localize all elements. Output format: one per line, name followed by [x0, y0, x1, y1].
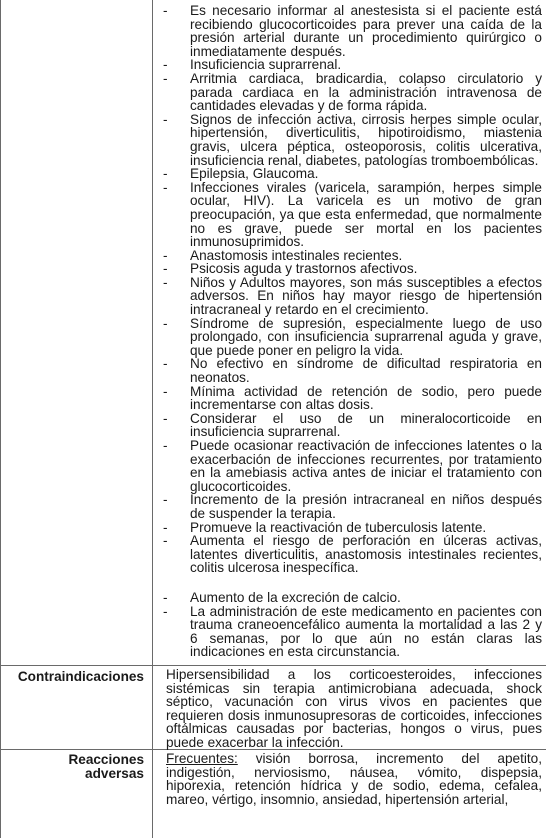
list-item: - Aumento de la excreción de calcio. [163, 589, 401, 605]
list-item: - Síndrome de supresión, especialmente luego de uso prolongado, con insuficiencia suprarrenal aguda y grave, que puede poner en peligro la vida. [163, 315, 542, 358]
list-item: - Incremento de la presión intracraneal en niños después de suspender la terapia. [163, 492, 542, 521]
list-item: - No efectivo en síndrome de dificultad respiratoria en neonatos. [163, 356, 542, 386]
contraindicaciones-label: Contraindicaciones [17, 669, 144, 684]
contraindicaciones-text: Hipersensibilidad a los corticoesteroides, infecciones sistémicas sin terapia antimicrobiana adecuada, shock séptico, vacunación con virus vivos en pacientes que requieren dosis inmunosupresoras de corticoides, infecciones oftálmicas causadas por bacterias, hongos o virus, pues puede exacerbar la infección. [166, 667, 542, 750]
list-item: - Niños y Adultos mayores, son más susceptibles a efectos adversos. En niños hay mayor riesgo de hipertensión intracraneal y retardo en el crecimiento. [163, 274, 542, 318]
list-item: - Insuficiencia suprarrenal. [163, 57, 342, 73]
list-item: - Aumenta el riesgo de perforación en úlceras activas, latentes diverticulitis, anastomosis intestinales recientes, colitis ulcerosa inespecífica. [163, 533, 542, 576]
list-item: - Anastomosis intestinales recientes. [163, 247, 403, 263]
list-item: - Signos de infección activa, cirrosis herpes simple ocular, hipertensión, diverticulitis, hipotiroidismo, miastenia gravis, ulcera péptica, osteoporosis, colitis ulcerativa, insuficiencia renal, diabetes, patologías tromboembólicas. [163, 111, 542, 168]
list-item: - Infecciones virales (varicela, sarampión, herpes simple ocular, HIV). La varicela es un motivo de gran preocupación, ya que esta enfermedad, que normalmente no es grave, puede ser mortal en los pacientes inmunosuprimidos. [163, 179, 542, 250]
table-column-divider [152, 0, 153, 838]
reacciones-adversas-text [166, 752, 542, 806]
reacciones-label-line2: adversas [85, 766, 144, 781]
list-item: - Considerar el uso de un mineralocorticoide en insuficiencia suprarrenal. [163, 410, 542, 440]
list-item: - Promueve la reactivación de tuberculosis latente. [163, 519, 487, 535]
frecuentes-label: Frecuentes: [166, 751, 238, 766]
list-item: - Psicosis aguda y trastornos afectivos. [163, 261, 418, 277]
list-item: - Arritmia cardiaca, bradicardia, colapso circulatorio y parada cardiaca en la administración intravenosa de cantidades elevadas y de forma rápida. [163, 70, 542, 114]
list-item: - Es necesario informar al anestesista si el paciente está recibiendo glucocorticoides para prever una caída de la presión arterial durante un procedimiento quirúrgico o inmediatamente después. [163, 3, 542, 59]
frecuentes-text: visión borrosa, incremento del apetito, indigestión, nerviosismo, náusea, vómito, dispepsia, hiporexia, retención hídrica y de sodio, edema, cefalea, mareo, vértigo, insomnio, ansiedad, hipertensión arterial, [166, 751, 542, 807]
precautions-list [160, 4, 542, 659]
list-item: - Puede ocasionar reactivación de infecciones latentes o la exacerbación de infecciones recurrentes, por tratamiento en la amebiasis activa antes de iniciar el tratamiento con glucocorticoides. [163, 438, 542, 494]
list-item: - La administración de este medicamento en pacientes con trauma craneoencefálico aumenta la mortalidad a las 2 y 6 semanas, por lo que aún no están claras las indicaciones en esta circunstancia. [163, 603, 542, 660]
list-item: - Mínima actividad de retención de sodio, pero puede incrementarse con altas dosis. [163, 383, 542, 413]
row-divider-contraindicaciones [0, 665, 546, 666]
table-left-border [0, 0, 1, 838]
list-item: - Epilepsia, Glaucoma. [163, 166, 319, 182]
reacciones-label-line1: Reacciones [68, 752, 144, 767]
reacciones-adversas-label [4, 753, 144, 781]
